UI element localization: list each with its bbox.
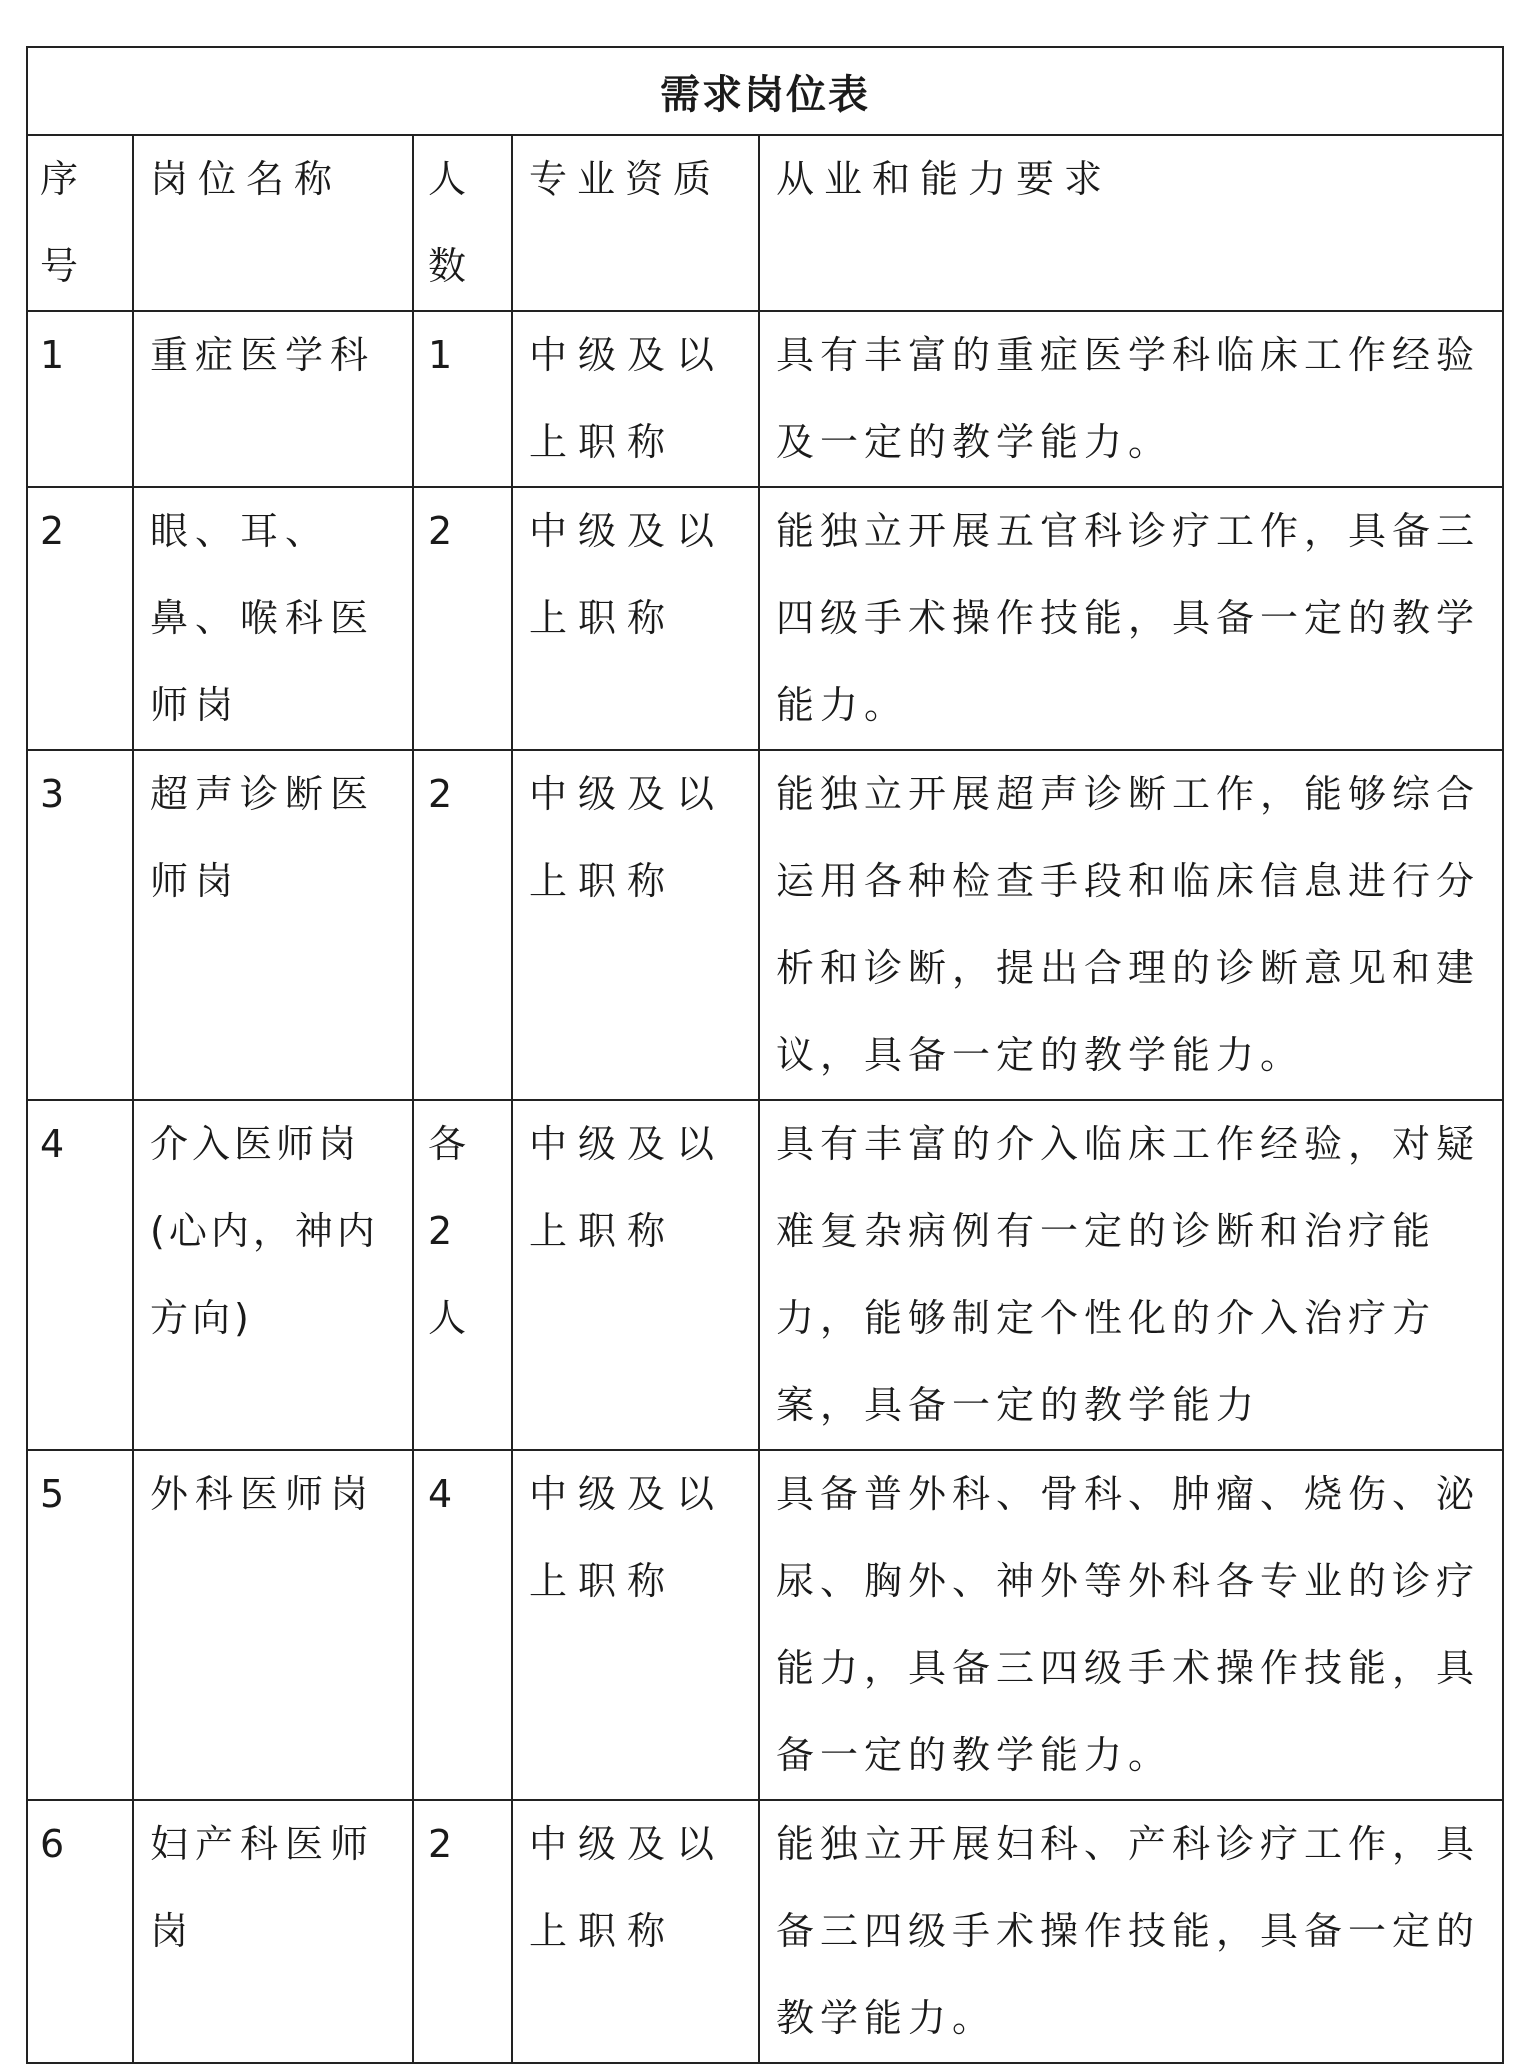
- header-seq: [27, 135, 133, 311]
- table-title-row: [27, 47, 1503, 135]
- header-position: 岗位名称: [133, 135, 413, 311]
- table-row: [27, 750, 1503, 1100]
- row-seq: 5: [27, 1450, 133, 1800]
- header-requirement: 从业和能力要求: [759, 135, 1503, 311]
- header-seq-text: 序号: [40, 157, 79, 288]
- row-qualification: 中级及以上职称: [512, 1800, 759, 2063]
- row-qualification: 中级及以上职称: [512, 311, 759, 487]
- row-seq: 4: [27, 1100, 133, 1450]
- table-row: [27, 487, 1503, 750]
- row-requirement: 能独立开展妇科、产科诊疗工作，具备三四级手术操作技能，具备一定的教学能力。: [759, 1800, 1503, 2063]
- row-requirement: 具有丰富的重症医学科临床工作经验及一定的教学能力。: [759, 311, 1503, 487]
- table-header-row: [27, 135, 1503, 311]
- row-requirement: 能独立开展超声诊断工作，能够综合运用各种检查手段和临床信息进行分析和诊断，提出合理的诊断意见和建议，具备一定的教学能力。: [759, 750, 1503, 1100]
- job-demand-sheet: [26, 46, 1502, 2064]
- row-requirement: 具备普外科、骨科、肿瘤、烧伤、泌尿、胸外、神外等外科各专业的诊疗能力，具备三四级手术操作技能，具备一定的教学能力。: [759, 1450, 1503, 1800]
- row-seq: 6: [27, 1800, 133, 2063]
- row-requirement: 具有丰富的介入临床工作经验，对疑难复杂病例有一定的诊断和治疗能力，能够制定个性化的介入治疗方案，具备一定的教学能力: [759, 1100, 1503, 1450]
- row-position: 介入医师岗(心内，神内方向): [133, 1100, 413, 1450]
- header-count-text: 人数: [428, 157, 467, 288]
- row-qualification: 中级及以上职称: [512, 1100, 759, 1450]
- header-count: [413, 135, 512, 311]
- row-requirement: 能独立开展五官科诊疗工作，具备三四级手术操作技能，具备一定的教学能力。: [759, 487, 1503, 750]
- row-count: [413, 1100, 512, 1450]
- row-position: 眼、耳、鼻、喉科医师岗: [133, 487, 413, 750]
- job-demand-table: [26, 46, 1504, 2064]
- table-row: [27, 1100, 1503, 1450]
- row-count: 2: [413, 750, 512, 1100]
- row-count: 2: [413, 487, 512, 750]
- table-row: [27, 1800, 1503, 2063]
- table-row: [27, 1450, 1503, 1800]
- header-qualification: 专业资质: [512, 135, 759, 311]
- row-position: 外科医师岗: [133, 1450, 413, 1800]
- row-position: 重症医学科: [133, 311, 413, 487]
- row-count: 1: [413, 311, 512, 487]
- table-row: [27, 311, 1503, 487]
- row-qualification: 中级及以上职称: [512, 750, 759, 1100]
- row-qualification: 中级及以上职称: [512, 487, 759, 750]
- row-seq: 3: [27, 750, 133, 1100]
- row-position: 妇产科医师岗: [133, 1800, 413, 2063]
- table-title: 需求岗位表: [27, 47, 1503, 135]
- row-count: 2: [413, 1800, 512, 2063]
- row-position: 超声诊断医师岗: [133, 750, 413, 1100]
- row-count: 4: [413, 1450, 512, 1800]
- row-count-text: 各2人: [428, 1122, 473, 1340]
- row-seq: 2: [27, 487, 133, 750]
- row-qualification: 中级及以上职称: [512, 1450, 759, 1800]
- row-seq: 1: [27, 311, 133, 487]
